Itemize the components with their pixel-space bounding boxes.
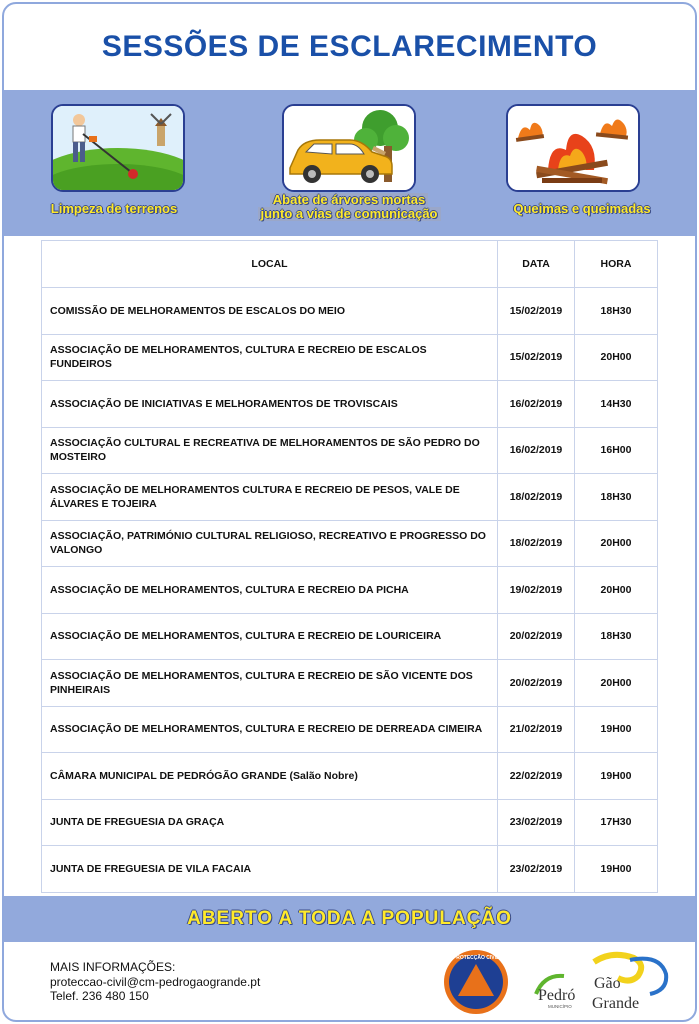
cell-hora: 16H00 bbox=[575, 427, 658, 474]
table-row bbox=[42, 706, 658, 753]
cell-data: 21/02/2019 bbox=[498, 706, 575, 753]
cell-local: ASSOCIAÇÃO, PATRIMÓNIO CULTURAL RELIGIOSO, RECREATIVO E PROGRESSO DO VALONGO bbox=[42, 520, 498, 567]
contact-phone: Telef. 236 480 150 bbox=[50, 989, 149, 1003]
table-row bbox=[42, 427, 658, 474]
logo-word-3: Grande bbox=[592, 995, 640, 1012]
topics-band bbox=[4, 90, 695, 236]
logo-sub: MUNICÍPIO bbox=[548, 1004, 572, 1009]
table-row bbox=[42, 613, 658, 660]
cell-local: ASSOCIAÇÃO DE MELHORAMENTOS, CULTURA E RECREIO DE DERREADA CIMEIRA bbox=[42, 706, 498, 753]
cell-local: ASSOCIAÇÃO DE MELHORAMENTOS, CULTURA E RECREIO DE LOURICEIRA bbox=[42, 613, 498, 660]
open-banner-text: ABERTO A TODA A POPULAÇÃO bbox=[187, 908, 512, 929]
civil-protection-seal-icon bbox=[442, 948, 510, 1016]
cell-local: ASSOCIAÇÃO DE INICIATIVAS E MELHORAMENTOS DE TROVISCAIS bbox=[42, 381, 498, 428]
cell-data: 15/02/2019 bbox=[498, 334, 575, 381]
table-row bbox=[42, 846, 658, 893]
logo-word-1: Pedró bbox=[538, 987, 576, 1004]
cell-local: JUNTA DE FREGUESIA DA GRAÇA bbox=[42, 799, 498, 846]
cell-hora: 19H00 bbox=[575, 846, 658, 893]
table-row bbox=[42, 381, 658, 428]
cell-local: ASSOCIAÇÃO DE MELHORAMENTOS, CULTURA E RECREIO DE ESCALOS FUNDEIROS bbox=[42, 334, 498, 381]
cell-hora: 20H00 bbox=[575, 520, 658, 567]
municipality-logo bbox=[534, 950, 674, 1014]
table-row bbox=[42, 660, 658, 707]
open-banner bbox=[4, 896, 695, 942]
cell-hora: 17H30 bbox=[575, 799, 658, 846]
poster bbox=[2, 2, 697, 1022]
topic-caption-clearing: Limpeza de terrenos bbox=[50, 201, 178, 216]
cell-hora: 18H30 bbox=[575, 288, 658, 335]
cell-local: ASSOCIAÇÃO CULTURAL E RECREATIVA DE MELHORAMENTOS DE SÃO PEDRO DO MOSTEIRO bbox=[42, 427, 498, 474]
contact-info bbox=[50, 960, 260, 1004]
contact-email[interactable]: proteccao-civil@cm-pedrogaogrande.pt bbox=[50, 974, 261, 989]
topic-panel-burning bbox=[506, 104, 640, 192]
cell-data: 16/02/2019 bbox=[498, 427, 575, 474]
seal-text: PROTECÇÃO CIVIL bbox=[452, 955, 500, 961]
cell-hora: 20H00 bbox=[575, 334, 658, 381]
topic-panel-trees bbox=[282, 104, 416, 192]
cell-hora: 14H30 bbox=[575, 381, 658, 428]
cell-local: ASSOCIAÇÃO DE MELHORAMENTOS, CULTURA E RECREIO DE SÃO VICENTE DOS PINHEIRAIS bbox=[42, 660, 498, 707]
cell-local: ASSOCIAÇÃO DE MELHORAMENTOS CULTURA E RECREIO DE PESOS, VALE DE ÁLVARES E TOJEIRA bbox=[42, 474, 498, 521]
header-data: DATA bbox=[498, 241, 575, 288]
cell-data: 20/02/2019 bbox=[498, 613, 575, 660]
cell-data: 22/02/2019 bbox=[498, 753, 575, 800]
cell-hora: 20H00 bbox=[575, 567, 658, 614]
topic-caption-burning: Queimas e queimadas bbox=[513, 201, 651, 216]
cell-data: 18/02/2019 bbox=[498, 474, 575, 521]
table-header-row bbox=[42, 241, 658, 288]
car-tree-icon bbox=[284, 106, 414, 190]
table-row bbox=[42, 799, 658, 846]
cell-local: ASSOCIAÇÃO DE MELHORAMENTOS, CULTURA E RECREIO DA PICHA bbox=[42, 567, 498, 614]
fire-icon bbox=[508, 106, 638, 190]
cell-data: 20/02/2019 bbox=[498, 660, 575, 707]
cell-data: 15/02/2019 bbox=[498, 288, 575, 335]
cell-data: 16/02/2019 bbox=[498, 381, 575, 428]
table-row bbox=[42, 288, 658, 335]
cell-data: 23/02/2019 bbox=[498, 799, 575, 846]
cell-hora: 18H30 bbox=[575, 474, 658, 521]
table-row bbox=[42, 334, 658, 381]
logo-word-2: Gão bbox=[594, 975, 621, 992]
header-hora: HORA bbox=[575, 241, 658, 288]
topic-panel-clearing bbox=[51, 104, 185, 192]
table-row bbox=[42, 474, 658, 521]
cell-local: COMISSÃO DE MELHORAMENTOS DE ESCALOS DO MEIO bbox=[42, 288, 498, 335]
sessions-table bbox=[41, 240, 657, 894]
grass-trimmer-icon bbox=[53, 106, 183, 190]
page-title: SESSÕES DE ESCLARECIMENTO bbox=[101, 30, 598, 63]
contact-label: MAIS INFORMAÇÕES: bbox=[50, 960, 176, 974]
cell-hora: 18H30 bbox=[575, 613, 658, 660]
cell-data: 18/02/2019 bbox=[498, 520, 575, 567]
table-row bbox=[42, 567, 658, 614]
cell-hora: 19H00 bbox=[575, 706, 658, 753]
cell-local: CÂMARA MUNICIPAL DE PEDRÓGÃO GRANDE (Salão Nobre) bbox=[42, 753, 498, 800]
table-row bbox=[42, 753, 658, 800]
header-local: LOCAL bbox=[42, 241, 498, 288]
cell-data: 19/02/2019 bbox=[498, 567, 575, 614]
cell-data: 23/02/2019 bbox=[498, 846, 575, 893]
cell-hora: 20H00 bbox=[575, 660, 658, 707]
table-row bbox=[42, 520, 658, 567]
topic-caption-trees: Abate de árvores mortas junto a vias de comunicação bbox=[232, 193, 466, 221]
cell-local: JUNTA DE FREGUESIA DE VILA FACAIA bbox=[42, 846, 498, 893]
cell-hora: 19H00 bbox=[575, 753, 658, 800]
